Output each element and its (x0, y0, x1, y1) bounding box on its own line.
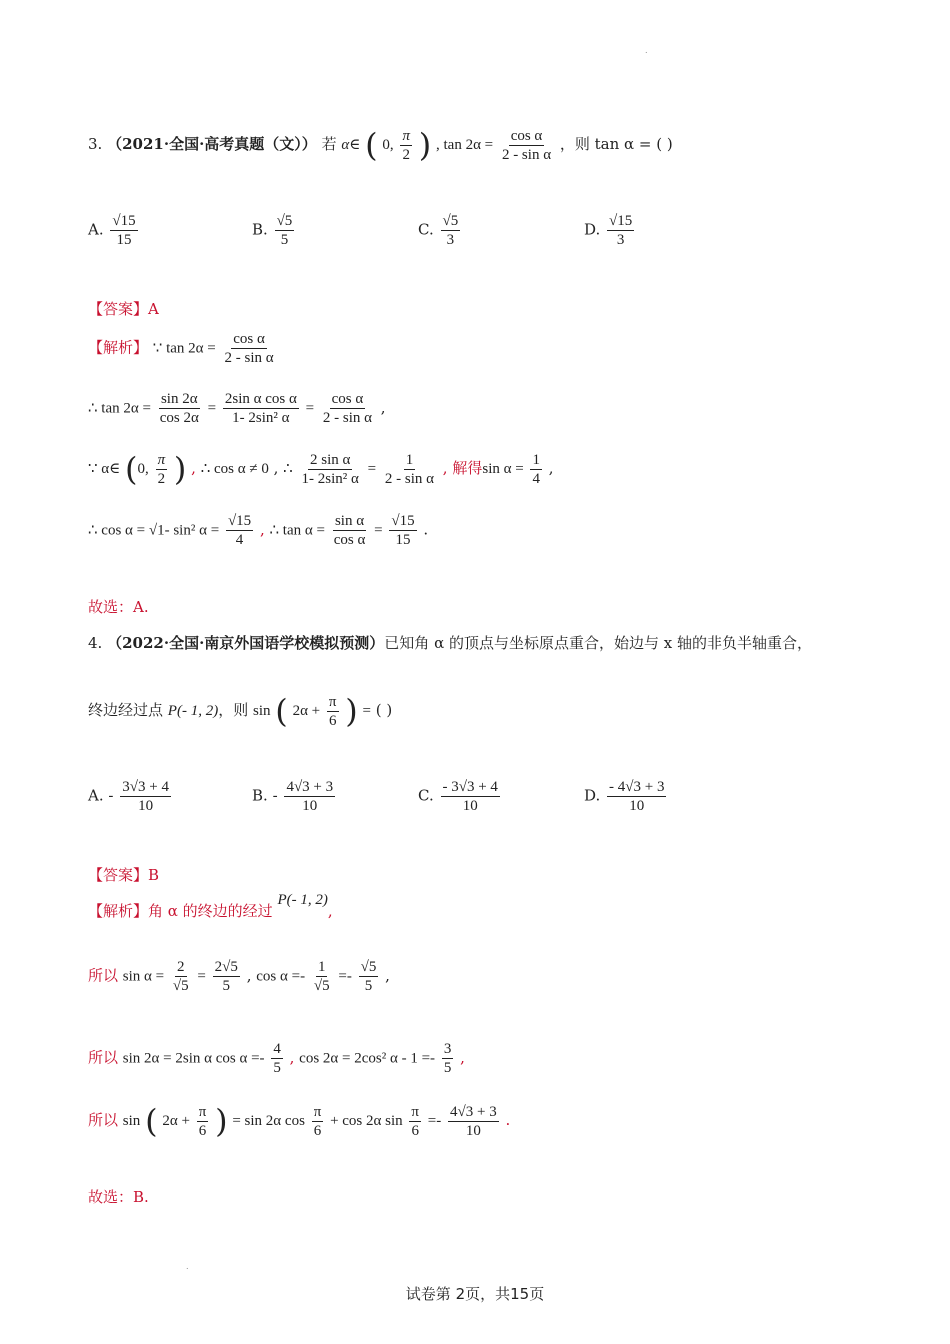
q3-option-c: C. $\frac{√5}{3}$ (418, 213, 459, 248)
q4-analysis-2: 所以 sin α = $\frac{2}{√5}$ = $\frac{2√5}{5}$ , cos α =- $\frac{1}{√5}$ =- $\frac{√5}{5}$ , (88, 959, 390, 994)
q4-analysis-1: 【解析】角 α 的终边的经过 P(- 1, 2), (88, 892, 333, 920)
q4-answer: 【答案】B (88, 866, 160, 884)
q4-option-b: B. - $\frac{4√3 + 3}{10}$ (252, 779, 334, 814)
q3-conclusion: 故选：A. (88, 598, 149, 616)
q3-analysis-2: ∴ tan 2α = $\frac{\sin 2\alpha}{\cos 2\alpha}$ = $\frac{\text{2sin α cos α}}{\text{1- 2sin² α}}$ = $\frac{\text{cos α}}{\text{2 - sin α}}$ , (88, 391, 386, 426)
page-mark: . (186, 1262, 189, 1271)
q4-stem-2: 终边经过点 P(- 1, 2)，则 sin ( 2α + $\frac{\pi}{6}$ ) = ( ) (88, 692, 393, 730)
q4-option-a: A. - $\frac{3√3 + 4}{10}$ (88, 779, 169, 814)
q3-option-b: B. $\frac{√5}{5}$ (252, 213, 293, 248)
page-mark: . (645, 46, 648, 55)
cos-over-2-minus-sin: $\frac{\text{cos α}}{\text{2 - sin α}}$ (501, 127, 552, 163)
q3-option-d: D. $\frac{√15}{3}$ (584, 213, 633, 248)
q4-option-d: D. $\frac{- 4√3 + 3}{10}$ (584, 779, 665, 814)
q4-option-c: C. $\frac{- 3√3 + 4}{10}$ (418, 779, 498, 814)
q3-option-a: A. $\frac{√15}{15}$ (88, 213, 136, 248)
q3-analysis-1: 【解析】 ∵ tan 2α = $\frac{\text{cos α}}{\text{2 - sin α}}$ (88, 331, 274, 366)
q3-stem: 3. （2021·全国·高考真题（文）） 若 α∈ ( 0, $\frac{\pi}{2}$ ) , tan 2α = $\frac{\text{cos α}}{\text{2 - sin α}}$ ，则 tan α = ( ) (88, 126, 673, 164)
q3-analysis-4: ∴ cos α = √1- sin² α = $\frac{√15}{4}$ , ∴ tan α = $\frac{\text{sin α}}{\text{cos α}}$ = $\frac{√15}{15}$ . (88, 513, 429, 548)
q3-analysis-3: ∵ α∈ (0, $\frac{\pi}{2}$ ) , ∴ cos α ≠ 0 , ∴ $\frac{\text{2 sin α}}{\text{1- 2sin² α}}$ = $\frac{1}{\text{2 - sin α}}$ , 解得sin α = $\frac{1}{4}$ , (88, 450, 554, 488)
page-footer: 试卷第 2页，共15页 (405, 1285, 545, 1303)
q4-analysis-4: 所以 sin ( 2α + $\frac{\pi}{6}$ ) = sin 2α cos $\frac{\pi}{6}$ + cos 2α sin $\frac{\pi}{6}$ =- $\frac{4√3 + 3}{10}$ . (88, 1102, 511, 1140)
q3-answer: 【答案】A (88, 300, 159, 318)
q4-analysis-3: 所以 sin 2α = 2sin α cos α =- $\frac{4}{5}$ , cos 2α = 2cos² α - 1 =- $\frac{3}{5}$ , (88, 1041, 465, 1076)
q4-stem-1: 4. （2022·全国·南京外国语学校模拟预测）已知角 α 的顶点与坐标原点重合，始边与 x 轴的非负半轴重合， (88, 634, 812, 652)
pi-over-2: $\frac{\pi}{2}$ (402, 127, 410, 163)
q4-conclusion: 故选：B. (88, 1188, 149, 1206)
